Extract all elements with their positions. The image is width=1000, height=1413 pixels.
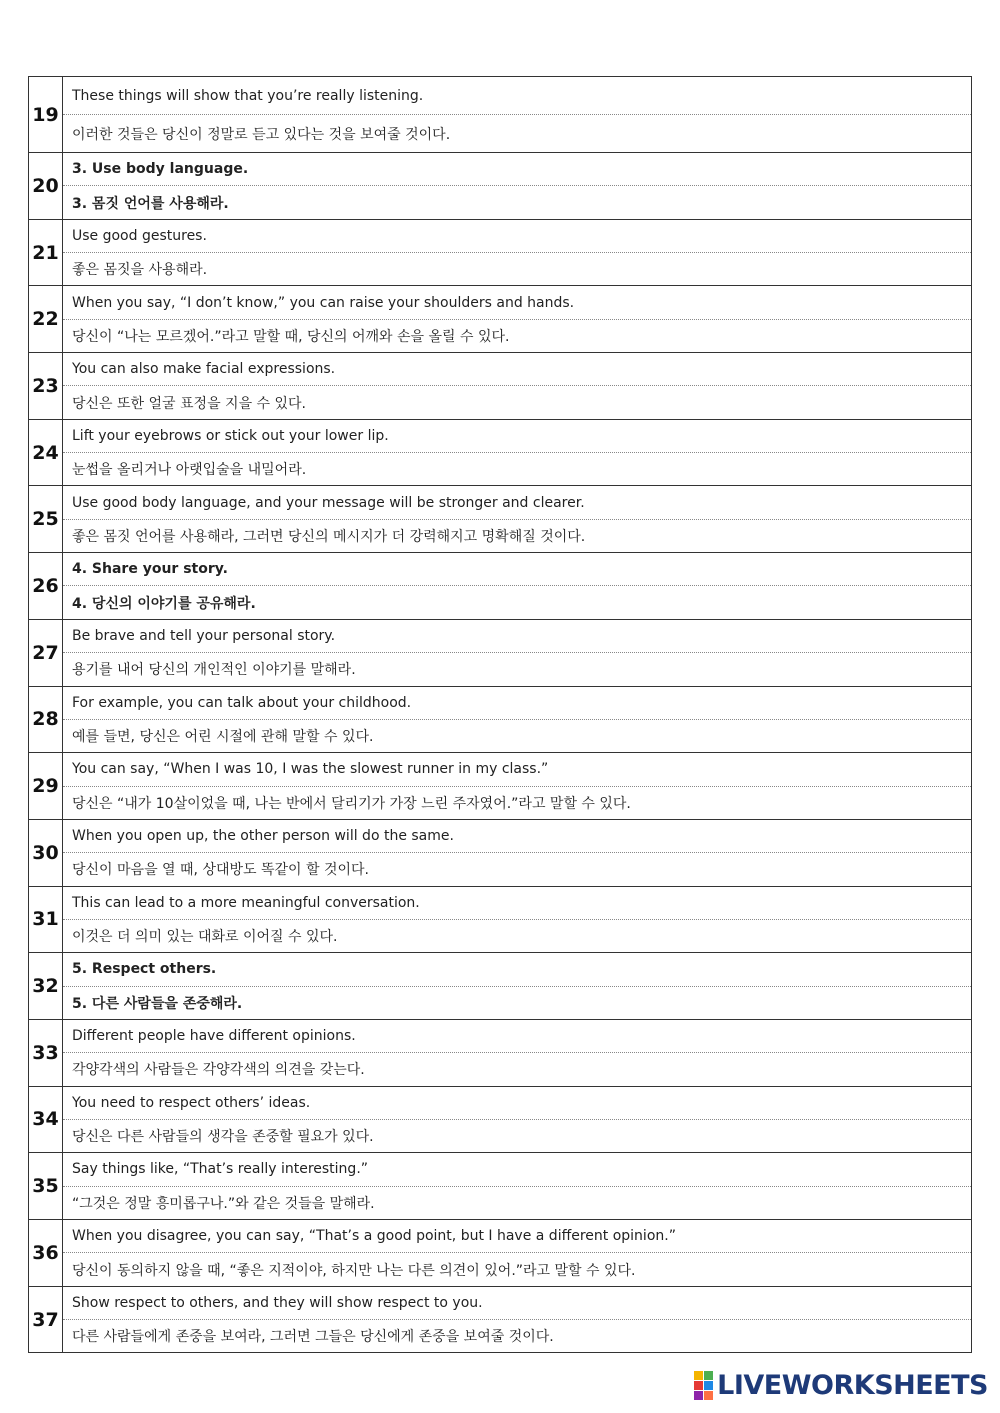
- row-number: 35: [29, 1153, 63, 1220]
- row-number: 25: [29, 486, 63, 553]
- sentence-row: [29, 886, 972, 953]
- korean-translation: 이것은 더 의미 있는 대화로 이어질 수 있다.: [72, 929, 338, 946]
- korean-translation: 좋은 몸짓을 사용해라.: [72, 262, 208, 279]
- sentence-row: [29, 419, 972, 486]
- english-sentence: These things will show that you’re really listening.: [63, 77, 971, 115]
- sentence-cell: [63, 619, 972, 686]
- sentence-row: [29, 619, 972, 686]
- row-number: 20: [29, 153, 63, 220]
- row-number: 27: [29, 619, 63, 686]
- english-sentence: 5. Respect others.: [63, 953, 971, 986]
- english-sentence: Use good body language, and your message will be stronger and clearer.: [63, 486, 971, 519]
- row-number: 26: [29, 553, 63, 620]
- row-number: 31: [29, 886, 63, 953]
- sentence-row: [29, 686, 972, 753]
- korean-translation: 당신은 또한 얼굴 표정을 지을 수 있다.: [72, 395, 307, 412]
- logo-mark-icon: [694, 1371, 713, 1400]
- english-sentence: For example, you can talk about your childhood.: [63, 687, 971, 720]
- english-sentence: You need to respect others’ ideas.: [63, 1087, 971, 1120]
- row-number: 22: [29, 286, 63, 353]
- english-sentence: 4. Share your story.: [63, 553, 971, 586]
- sentence-row: [29, 553, 972, 620]
- english-sentence: You can say, “When I was 10, I was the slowest runner in my class.”: [63, 753, 971, 786]
- sentence-cell: [63, 1286, 972, 1353]
- row-number: 19: [29, 77, 63, 153]
- sentence-cell: [63, 353, 972, 420]
- english-sentence: Say things like, “That’s really interesting.”: [63, 1153, 971, 1186]
- sentence-cell: [63, 819, 972, 886]
- sentence-cell: [63, 77, 972, 153]
- sentence-cell: [63, 1019, 972, 1086]
- row-number: 30: [29, 819, 63, 886]
- sentence-row: [29, 353, 972, 420]
- english-sentence: When you disagree, you can say, “That’s a good point, but I have a different opinion.”: [63, 1220, 971, 1253]
- row-number: 33: [29, 1019, 63, 1086]
- row-number: 23: [29, 353, 63, 420]
- korean-translation: 3. 몸짓 언어를 사용해라.: [72, 195, 229, 212]
- sentence-cell: [63, 1086, 972, 1153]
- sentence-row: [29, 819, 972, 886]
- sentence-cell: [63, 419, 972, 486]
- korean-translation: 당신은 다른 사람들의 생각을 존중할 필요가 있다.: [72, 1129, 374, 1146]
- sentence-row: [29, 1019, 972, 1086]
- liveworksheets-logo: [694, 1370, 988, 1401]
- korean-translation: 5. 다른 사람들을 존중해라.: [72, 995, 243, 1012]
- korean-translation: 당신이 “나는 모르겠어.”라고 말할 때, 당신의 어깨와 손을 올릴 수 있다.: [72, 328, 510, 345]
- sentence-row: [29, 953, 972, 1020]
- sentence-row: [29, 1153, 972, 1220]
- sentence-cell: [63, 486, 972, 553]
- english-sentence: You can also make facial expressions.: [63, 353, 971, 386]
- korean-translation: 이러한 것들은 당신이 정말로 듣고 있다는 것을 보여줄 것이다.: [72, 126, 451, 143]
- korean-translation: 각양각색의 사람들은 각양각색의 의견을 갖는다.: [72, 1062, 365, 1079]
- sentence-cell: [63, 286, 972, 353]
- sentence-cell: [63, 686, 972, 753]
- row-number: 24: [29, 419, 63, 486]
- row-number: 36: [29, 1220, 63, 1287]
- row-number: 28: [29, 686, 63, 753]
- sentence-cell: [63, 886, 972, 953]
- sentence-cell: [63, 553, 972, 620]
- english-sentence: Use good gestures.: [63, 220, 971, 253]
- sentence-cell: [63, 1153, 972, 1220]
- sentence-cell: [63, 753, 972, 820]
- sentence-cell: [63, 219, 972, 286]
- korean-translation: 당신이 마음을 열 때, 상대방도 똑같이 할 것이다.: [72, 862, 370, 879]
- korean-translation: 좋은 몸짓 언어를 사용해라, 그러면 당신의 메시지가 더 강력해지고 명확해질 것이다.: [72, 528, 586, 545]
- english-sentence: Be brave and tell your personal story.: [63, 620, 971, 653]
- korean-translation: “그것은 정말 흥미롭구나.”와 같은 것들을 말해라.: [72, 1195, 375, 1212]
- english-sentence: When you open up, the other person will do the same.: [63, 820, 971, 853]
- sentence-cell: [63, 153, 972, 220]
- sentence-cell: [63, 953, 972, 1020]
- english-sentence: When you say, “I don’t know,” you can raise your shoulders and hands.: [63, 286, 971, 319]
- sentence-cell: [63, 1220, 972, 1287]
- row-number: 34: [29, 1086, 63, 1153]
- sentence-row: [29, 1220, 972, 1287]
- english-sentence: Show respect to others, and they will show respect to you.: [63, 1287, 971, 1320]
- row-number: 21: [29, 219, 63, 286]
- korean-translation: 당신이 동의하지 않을 때, “좋은 지적이야, 하지만 나는 다른 의견이 있어.”라고 말할 수 있다.: [72, 1262, 636, 1279]
- sentence-row: [29, 219, 972, 286]
- sentence-row: [29, 1086, 972, 1153]
- logo-text: LIVEWORKSHEETS: [717, 1370, 988, 1401]
- row-number: 37: [29, 1286, 63, 1353]
- korean-translation: 다른 사람들에게 존중을 보여라, 그러면 그들은 당신에게 존중을 보여줄 것이다.: [72, 1329, 554, 1346]
- row-number: 32: [29, 953, 63, 1020]
- english-sentence: This can lead to a more meaningful conversation.: [63, 887, 971, 920]
- sentence-row: [29, 153, 972, 220]
- korean-translation: 당신은 “내가 10살이었을 때, 나는 반에서 달리기가 가장 느린 주자였어.”라고 말할 수 있다.: [72, 795, 631, 812]
- sentence-table: [28, 76, 972, 1353]
- row-number: 29: [29, 753, 63, 820]
- sentence-row: [29, 753, 972, 820]
- sentence-row: [29, 1286, 972, 1353]
- korean-translation: 눈썹을 올리거나 아랫입술을 내밀어라.: [72, 462, 307, 479]
- english-sentence: Different people have different opinions.: [63, 1020, 971, 1053]
- sentence-row: [29, 486, 972, 553]
- korean-translation: 용기를 내어 당신의 개인적인 이야기를 말해라.: [72, 662, 356, 679]
- sentence-row: [29, 286, 972, 353]
- korean-translation: 4. 당신의 이야기를 공유해라.: [72, 595, 256, 612]
- korean-translation: 예를 들면, 당신은 어린 시절에 관해 말할 수 있다.: [72, 729, 374, 746]
- english-sentence: Lift your eyebrows or stick out your lower lip.: [63, 420, 971, 453]
- english-sentence: 3. Use body language.: [63, 153, 971, 186]
- sentence-row: [29, 77, 972, 153]
